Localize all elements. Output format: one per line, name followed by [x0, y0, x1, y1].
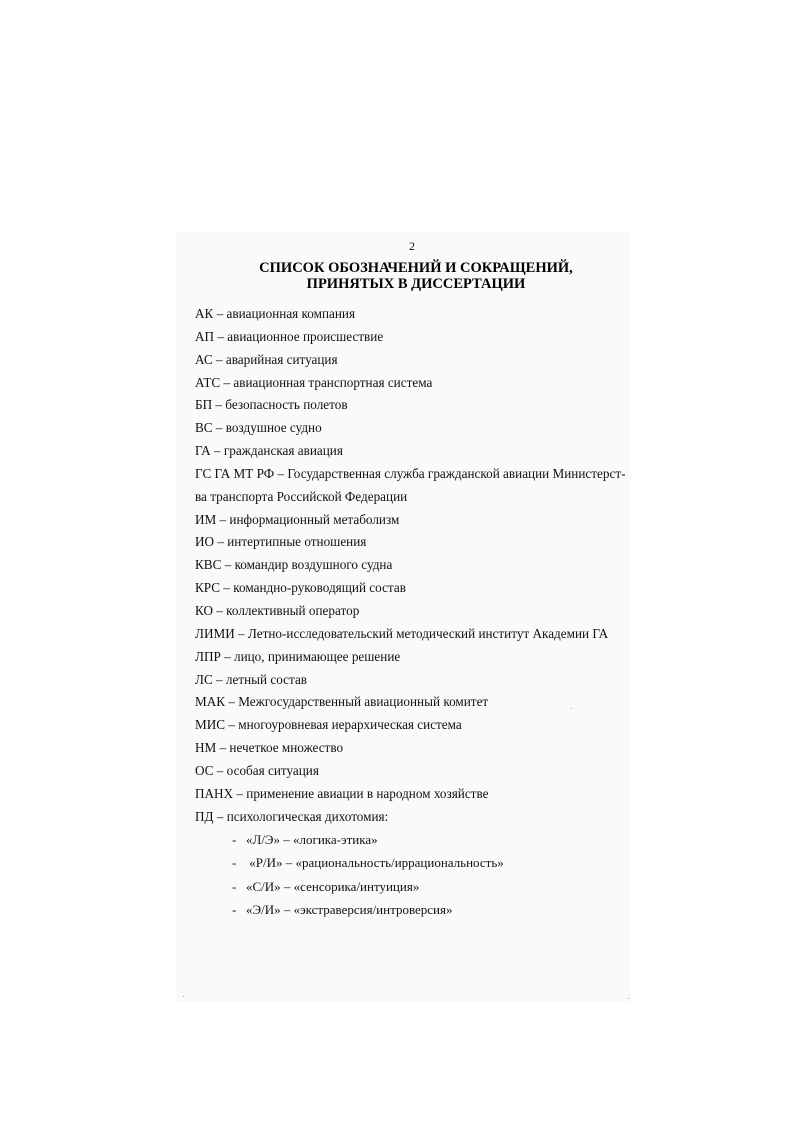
- abbreviation-entry: НМ – нечеткое множество: [195, 740, 344, 756]
- scan-speck: [183, 996, 184, 997]
- abbreviation-entry: ОС – особая ситуация: [195, 762, 319, 778]
- abbreviation-entry: АТС – авиационная транспортная система: [195, 374, 433, 390]
- abbreviation-entry: ЛС – летный состав: [195, 671, 308, 687]
- abbreviation-entry: АС – аварийная ситуация: [195, 351, 338, 367]
- dichotomy-list: [232, 828, 504, 922]
- abbreviation-entry: МИС – многоуровневая иерархическая система: [195, 717, 462, 733]
- bullet-dash: -: [232, 878, 237, 894]
- bullet-dash: -: [232, 902, 237, 918]
- page-title: [176, 260, 656, 292]
- abbreviation-entry: АК – авиационная компания: [195, 306, 356, 321]
- page-number: 2: [409, 239, 415, 253]
- abbreviation-entry: МАК – Межгосударственный авиационный комитет: [195, 694, 489, 710]
- dichotomy-item: [232, 875, 504, 898]
- abbreviation-entry: БП – безопасность полетов: [195, 397, 348, 413]
- dichotomy-text: «Р/И» – «рациональность/иррациональность»: [246, 855, 504, 871]
- title-line-2: ПРИНЯТЫХ В ДИССЕРТАЦИИ: [306, 276, 526, 292]
- abbreviation-entry: ИМ – информационный метаболизм: [195, 511, 400, 527]
- dichotomy-text: «Л/Э» – «логика-этика»: [246, 832, 378, 847]
- bullet-dash: -: [232, 855, 237, 871]
- abbreviation-entry: КО – коллективный оператор: [195, 602, 360, 618]
- abbreviation-entry-continuation: ва транспорта Российской Федерации: [195, 488, 408, 504]
- abbreviation-entry: ПАНХ – применение авиации в народном хозяйстве: [195, 785, 489, 801]
- title-line-1: СПИСОК ОБОЗНАЧЕНИЙ И СОКРАЩЕНИЙ,: [259, 260, 573, 276]
- abbreviation-entry: АП – авиационное происшествие: [195, 328, 384, 344]
- dichotomy-text: «С/И» – «сенсорика/интуиция»: [246, 878, 420, 894]
- dichotomy-item: [232, 851, 504, 874]
- dichotomy-text: «Э/И» – «экстраверсия/интроверсия»: [246, 902, 453, 918]
- scan-speck: [571, 708, 572, 709]
- scan-speck: [628, 998, 629, 999]
- abbreviation-entry: ГА – гражданская авиация: [195, 443, 343, 459]
- abbreviation-entry: КРС – командно-руководящий состав: [195, 580, 406, 596]
- abbreviation-entry: ГС ГА МТ РФ – Государственная служба гражданской авиации Министерст-: [195, 465, 626, 481]
- abbreviation-list: [195, 303, 635, 828]
- bullet-dash: -: [232, 832, 237, 847]
- abbreviation-entry: ЛПР – лицо, принимающее решение: [195, 648, 401, 664]
- abbreviation-entry: КВС – командир воздушного судна: [195, 557, 393, 573]
- abbreviation-entry: ИО – интертипные отношения: [195, 534, 367, 550]
- abbreviation-entry: ПД – психологическая дихотомия:: [195, 808, 389, 824]
- dichotomy-item: [232, 898, 504, 921]
- dichotomy-item: [232, 828, 504, 851]
- abbreviation-entry: ВС – воздушное судно: [195, 420, 322, 436]
- abbreviation-entry: ЛИМИ – Летно-исследовательский методический институт Академии ГА: [195, 625, 609, 641]
